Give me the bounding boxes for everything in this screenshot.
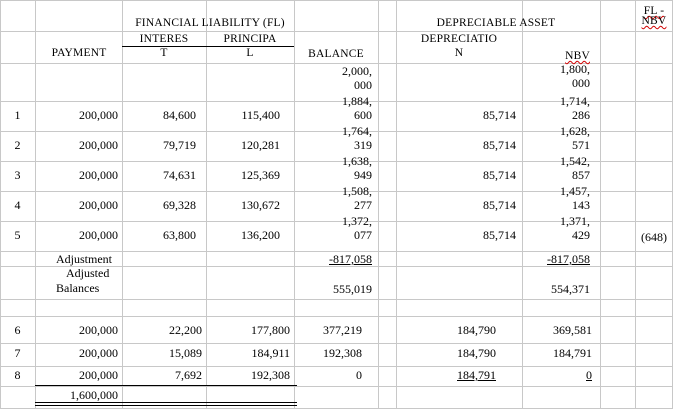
payment-cell: 200,000 — [79, 108, 118, 122]
interest-cell: 7,692 — [175, 368, 202, 382]
row-number: 3 — [14, 168, 21, 182]
balance-cell-line2: 319 — [354, 138, 372, 152]
balance-cell-line2: 277 — [354, 198, 372, 212]
opening-nbv-line2: 000 — [572, 76, 590, 90]
payment-header: PAYMENT — [51, 47, 107, 59]
balance-cell-line2: 600 — [354, 108, 372, 122]
balance-cell-line1: 1,884, — [342, 94, 372, 108]
payment-cell: 200,000 — [79, 346, 118, 360]
depreciation-cell: 184,791 — [457, 368, 496, 382]
depreciation-cell: 85,714 — [483, 108, 516, 122]
adjusted-label-line2: Balances — [56, 281, 100, 295]
depreciation-cell: 85,714 — [483, 138, 516, 152]
payment-cell: 200,000 — [79, 198, 118, 212]
balance-cell-line1: 1,372, — [342, 214, 372, 228]
balance-cell-line2: 949 — [354, 168, 372, 182]
principal-header-line1: PRINCIPA — [223, 33, 277, 45]
principal-cell: 125,369 — [241, 168, 280, 182]
depreciation-cell: 85,714 — [483, 198, 516, 212]
opening-balance-line2: 000 — [354, 78, 372, 92]
row-number: 2 — [14, 138, 21, 152]
interest-cell: 74,631 — [163, 168, 196, 182]
principal-cell: 184,911 — [251, 346, 290, 360]
nbv-cell-line1: 1,542, — [560, 154, 590, 168]
principal-cell: 120,281 — [241, 138, 280, 152]
principal-cell: 192,308 — [251, 368, 290, 382]
nbv-cell-line2: 429 — [572, 228, 590, 242]
nbv-cell-line1: 1,457, — [560, 184, 590, 198]
nbv-cell: 0 — [586, 368, 592, 382]
interest-cell: 69,328 — [163, 198, 196, 212]
balance-cell-line1: 1,638, — [342, 154, 372, 168]
depreciation-header-line1: DEPRECIATIO — [420, 33, 498, 45]
nbv-cell-line1: 1,371, — [560, 214, 590, 228]
fl-nbv-header-line2: NBV — [641, 15, 667, 27]
balance-cell-line1: 1,764, — [342, 124, 372, 138]
interest-cell: 79,719 — [163, 138, 196, 152]
interest-cell: 63,800 — [163, 228, 196, 242]
fl-nbv-header-line1: FL - — [643, 5, 665, 17]
depreciation-cell: 184,790 — [457, 346, 496, 360]
nbv-cell-line1: 1,628, — [560, 124, 590, 138]
fl-nbv-difference-cell: (648) — [641, 230, 667, 244]
depreciation-cell: 85,714 — [483, 168, 516, 182]
adjustment-nbv: -817,058 — [547, 252, 590, 266]
interest-cell: 15,089 — [169, 346, 202, 360]
adjustment-balance: -817,058 — [329, 252, 372, 266]
payment-cell: 200,000 — [79, 228, 118, 242]
row-number: 4 — [14, 198, 21, 212]
row-number: 5 — [14, 228, 21, 242]
row-number: 8 — [14, 368, 21, 382]
interest-cell: 84,600 — [163, 108, 196, 122]
depreciation-cell: 85,714 — [483, 228, 516, 242]
opening-nbv-line1: 1,800, — [560, 62, 590, 76]
principal-cell: 130,672 — [241, 198, 280, 212]
principal-header-line2: L — [246, 47, 254, 59]
balance-cell: 0 — [356, 368, 362, 382]
depreciation-header-line2: N — [454, 47, 464, 59]
total-payment: 1,600,000 — [70, 388, 118, 402]
balance-cell-line1: 1,508, — [342, 184, 372, 198]
balance-cell-line2: 077 — [354, 228, 372, 242]
payment-cell: 200,000 — [79, 138, 118, 152]
nbv-cell-line2: 143 — [572, 198, 590, 212]
fl-group-header: FINANCIAL LIABILITY (FL) — [135, 17, 285, 29]
balance-cell: 377,219 — [323, 323, 362, 337]
nbv-header: NBV — [565, 50, 590, 62]
nbv-cell: 184,791 — [553, 346, 592, 360]
payment-cell: 200,000 — [79, 368, 118, 382]
row-number: 1 — [14, 108, 21, 122]
interest-cell: 22,200 — [169, 323, 202, 337]
adjustment-label: Adjustment — [56, 252, 112, 266]
asset-group-header: DEPRECIABLE ASSET — [436, 17, 556, 29]
interest-header-line2: T — [160, 47, 168, 59]
row-number: 6 — [14, 323, 21, 337]
depreciation-cell: 184,790 — [457, 323, 496, 337]
principal-cell: 136,200 — [241, 228, 280, 242]
nbv-cell-line2: 286 — [572, 108, 590, 122]
payment-cell: 200,000 — [79, 168, 118, 182]
nbv-cell-line2: 857 — [572, 168, 590, 182]
opening-balance-line1: 2,000, — [342, 64, 372, 78]
adjusted-balance: 555,019 — [333, 282, 372, 296]
adjusted-nbv: 554,371 — [551, 282, 590, 296]
nbv-cell-line1: 1,714, — [560, 94, 590, 108]
adjusted-label-line1: Adjusted — [66, 266, 110, 280]
balance-header: BALANCE — [308, 48, 364, 60]
nbv-cell: 369,581 — [553, 323, 592, 337]
principal-cell: 177,800 — [251, 323, 290, 337]
interest-header-line1: INTERES — [139, 33, 189, 45]
row-number: 7 — [14, 346, 21, 360]
payment-cell: 200,000 — [79, 323, 118, 337]
principal-cell: 115,400 — [241, 108, 280, 122]
nbv-cell-line2: 571 — [572, 138, 590, 152]
balance-cell: 192,308 — [323, 346, 362, 360]
